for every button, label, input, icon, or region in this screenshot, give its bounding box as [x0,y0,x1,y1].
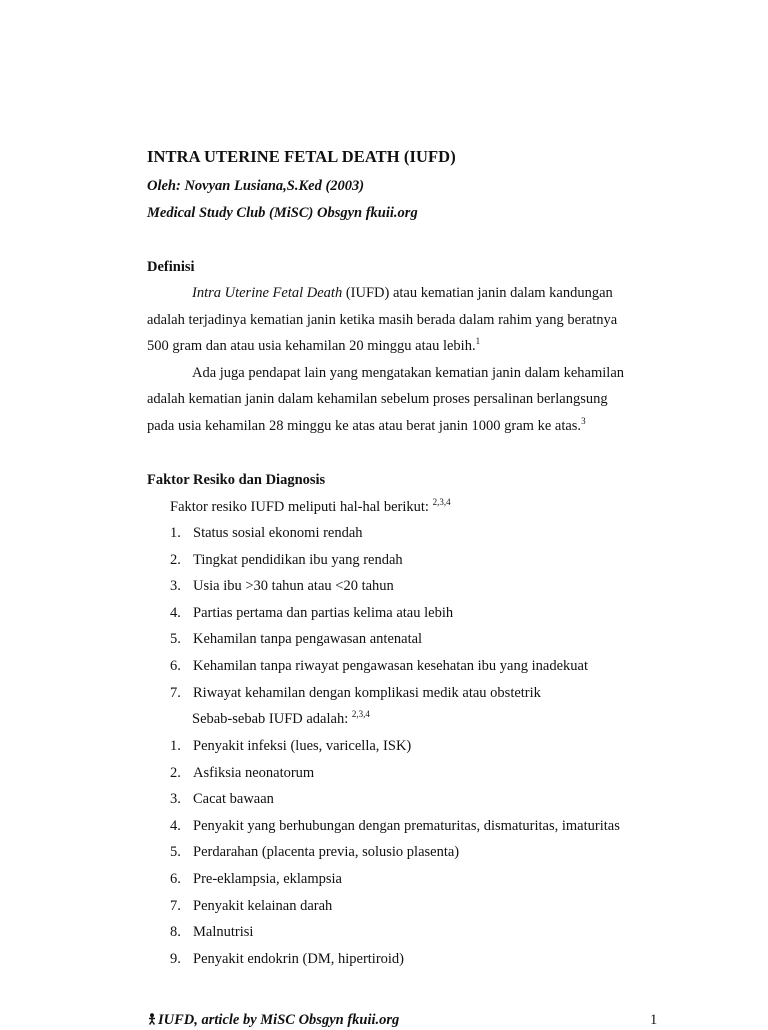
list-item-text: Partias pertama dan partias kelima atau lebih [193,604,454,621]
list-item-number: 1. [170,525,181,541]
list-item-text: Penyakit endokrin (DM, hipertiroid) [193,950,405,967]
section-heading-definisi: Definisi [147,259,195,275]
list-item-number: 3. [170,791,181,808]
definisi-paragraph-2-line-2: adalah kematian janin dalam kehamilan sebelum proses persalinan berlangsung [147,391,608,407]
list-item-text: Riwayat kehamilan dengan komplikasi medik atau obstetrik [193,684,541,701]
text-run: Faktor resiko IUFD meliputi hal-hal berikut: [170,499,433,515]
list-item-number: 6. [170,657,181,674]
text-run: pada usia kehamilan 28 minggu ke atas atau berat janin 1000 gram ke atas. [147,418,582,434]
definisi-paragraph-1-line-2: adalah terjadinya kematian janin ketika masih berada dalam rahim yang beratnya [147,312,618,328]
list-item-text: Tingkat pendidikan ibu yang rendah [193,551,403,568]
list-item-text: Usia ibu >30 tahun atau <20 tahun [193,578,394,595]
document-author: Oleh: Novyan Lusiana,S.Ked (2003) [147,178,365,194]
list-item-text: Asfiksia neonatorum [193,764,315,781]
list-item-text: Penyakit kelainan darah [193,897,333,914]
italic-term: Intra Uterine Fetal Death [192,285,343,301]
text-run: 500 gram dan atau usia kehamilan 20 minggu atau lebih. [147,338,476,354]
reference-superscript: 1 [475,336,481,346]
definisi-paragraph-1-line-3 [147,337,480,355]
list-item-number: 3. [170,578,181,595]
list-item-number: 2. [170,551,181,568]
text-run: Sebab-sebab IUFD adalah: [192,711,352,727]
document-title: INTRA UTERINE FETAL DEATH (IUFD) [147,147,456,166]
definisi-paragraph-2-line-3 [147,417,586,435]
list-item-text: Penyakit infeksi (lues, varicella, ISK) [193,738,412,754]
list-item-number: 5. [170,844,181,861]
list-item-number: 8. [170,924,181,941]
page-number: 1 [650,1012,658,1028]
list-item-text: Kehamilan tanpa pengawasan antenatal [193,631,423,648]
reference-superscript: 2,3,4 [351,709,370,719]
list-item-text: Cacat bawaan [193,791,274,808]
list-item-text: Perdarahan (placenta previa, solusio plasenta) [193,844,460,861]
section-heading-faktor: Faktor Resiko dan Diagnosis [147,472,326,488]
definisi-paragraph-2-line-1: Ada juga pendapat lain yang mengatakan kematian janin dalam kehamilan [192,365,625,381]
reference-superscript: 2,3,4 [432,497,451,507]
list-item-number: 1. [170,738,181,754]
list-item-number: 7. [170,897,181,914]
definisi-paragraph-1-line-1 [192,284,613,302]
list-item-text: Kehamilan tanpa riwayat pengawasan kesehatan ibu yang inadekuat [193,657,588,674]
list-item-number: 9. [170,950,181,967]
causes-intro [192,710,370,728]
list-item-text: Penyakit yang berhubungan dengan prematuritas, dismaturitas, imaturitas [193,817,620,834]
list-item-number: 2. [170,764,181,781]
stick-figure-icon [147,1013,157,1025]
page-footer [147,1012,399,1029]
list-item-number: 4. [170,817,181,834]
list-item-number: 6. [170,870,181,887]
list-item-number: 4. [170,604,181,621]
risk-factors-intro [170,498,451,516]
list-item-number: 7. [170,684,181,701]
list-item-text: Status sosial ekonomi rendah [193,525,363,541]
list-item-text: Pre-eklampsia, eklampsia [193,870,342,887]
list-item-number: 5. [170,631,181,648]
list-item-text: Malnutrisi [193,924,254,941]
footer-text: IUFD, article by MiSC Obsgyn fkuii.org [158,1012,400,1028]
text-run: (IUFD) atau kematian janin dalam kandungan [342,285,613,301]
reference-superscript: 3 [581,416,586,426]
document-organization: Medical Study Club (MiSC) Obsgyn fkuii.org [147,205,418,221]
